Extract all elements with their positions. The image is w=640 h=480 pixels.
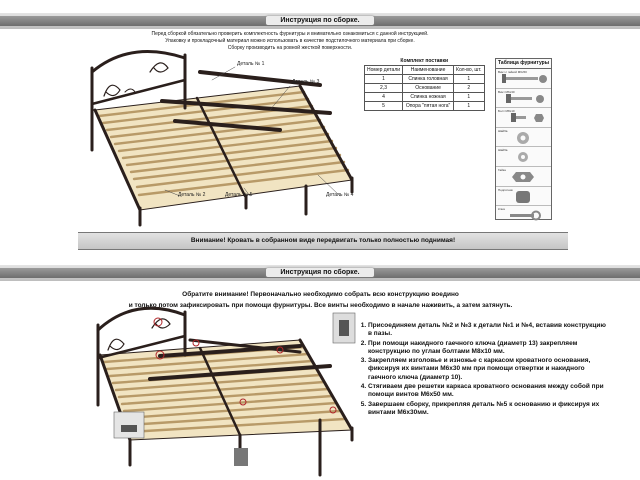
kit-cell: 2,3 xyxy=(365,84,403,93)
hardware-caption: Винт с гайкой М6х50 xyxy=(498,70,527,74)
kit-table-caption: Комплект поставки xyxy=(400,58,449,64)
step-item: 2. При помощи накидного гаечного ключа (диаметр 13) закрепляем конструкцию по углам болтами М8х10 мм. xyxy=(368,340,608,357)
step-item: 1. Присоединяем деталь №2 и №3 к детали №1 и №4, вставив конструкцию в пазы. xyxy=(368,322,608,339)
kit-cell: 5 xyxy=(365,102,403,111)
kit-col-name: Наименование xyxy=(403,66,454,75)
label-detail-1: Деталь № 1 xyxy=(237,61,265,67)
section1-title: Инструкция по сборке. xyxy=(266,16,373,25)
intro-line: Упаковку и прокладочный материал можно использовать в качестве подстилочного материала при сборке. xyxy=(165,38,415,44)
step-item: 5. Завершаем сборку, прикрепляя деталь №5 к основанию и фиксируя их винтами М6х30мм. xyxy=(368,401,608,418)
kit-cell: Опора "пятая нога" xyxy=(403,102,454,111)
hardware-caption: Ключ xyxy=(498,207,506,212)
kit-cell: Спинка ножная xyxy=(403,93,454,102)
hardware-caption: Болт М8х10 xyxy=(498,109,515,114)
section2-title: Инструкция по сборке. xyxy=(266,268,373,277)
intro-line: Сборку производить на ровной жесткой поверхности. xyxy=(227,45,353,51)
step-item: 4. Стягиваем две решетки каркаса кроватного основания между собой при помощи винтов М6х50 мм. xyxy=(368,383,608,400)
kit-cell: Основание xyxy=(403,84,454,93)
assembly-steps xyxy=(356,322,608,418)
hardware-caption: Шайба xyxy=(498,148,508,153)
step-item: 3. Закрепляем изголовье и изножье с каркасом кроватного основания, фиксируя их винтами М6х30 мм при помощи отвертки и накидного гаечного ключа (диаметр 10). xyxy=(368,357,608,382)
label-detail-5: Деталь № 5 xyxy=(225,192,253,198)
hardware-table-title: Таблица фурнитуры xyxy=(496,59,551,69)
kit-col-qty: Кол-во, шт. xyxy=(454,66,484,75)
label-detail-2: Деталь № 2 xyxy=(178,192,206,198)
label-detail-4: Деталь № 4 xyxy=(326,192,354,198)
kit-cell: 1 xyxy=(454,102,484,111)
label-detail-3: Деталь № 3 xyxy=(292,79,320,85)
hardware-caption: Подпятник xyxy=(498,187,513,192)
warning-bar: Внимание! Кровать в собранном виде передвигать только полностью поднимая! xyxy=(78,232,568,250)
intro-line: Перед сборкой обязательно проверить комплектность фурнитуры и внимательно ознакомиться с данной инструкцией. xyxy=(151,31,429,37)
kit-col-number: Номер детали xyxy=(365,66,403,75)
hardware-caption: Гайка xyxy=(498,167,506,172)
kit-cell: 1 xyxy=(454,75,484,84)
kit-cell: 1 xyxy=(454,93,484,102)
kit-cell: 2 xyxy=(454,84,484,93)
hardware-caption: Винт М6х30 xyxy=(498,89,515,94)
kit-cell: 1 xyxy=(365,75,403,84)
hardware-caption: Шайба xyxy=(498,128,508,133)
kit-cell: 4 xyxy=(365,93,403,102)
note-line: Обратите внимание! Первоначально необходимо собрать всю конструкцию воедино xyxy=(182,291,459,298)
note-line: и только потом зафиксировать при помощи фурнитуры. Все винты необходимо в начале наживить, а затем затянуть. xyxy=(128,302,513,309)
kit-cell: Спинка головная xyxy=(403,75,454,84)
